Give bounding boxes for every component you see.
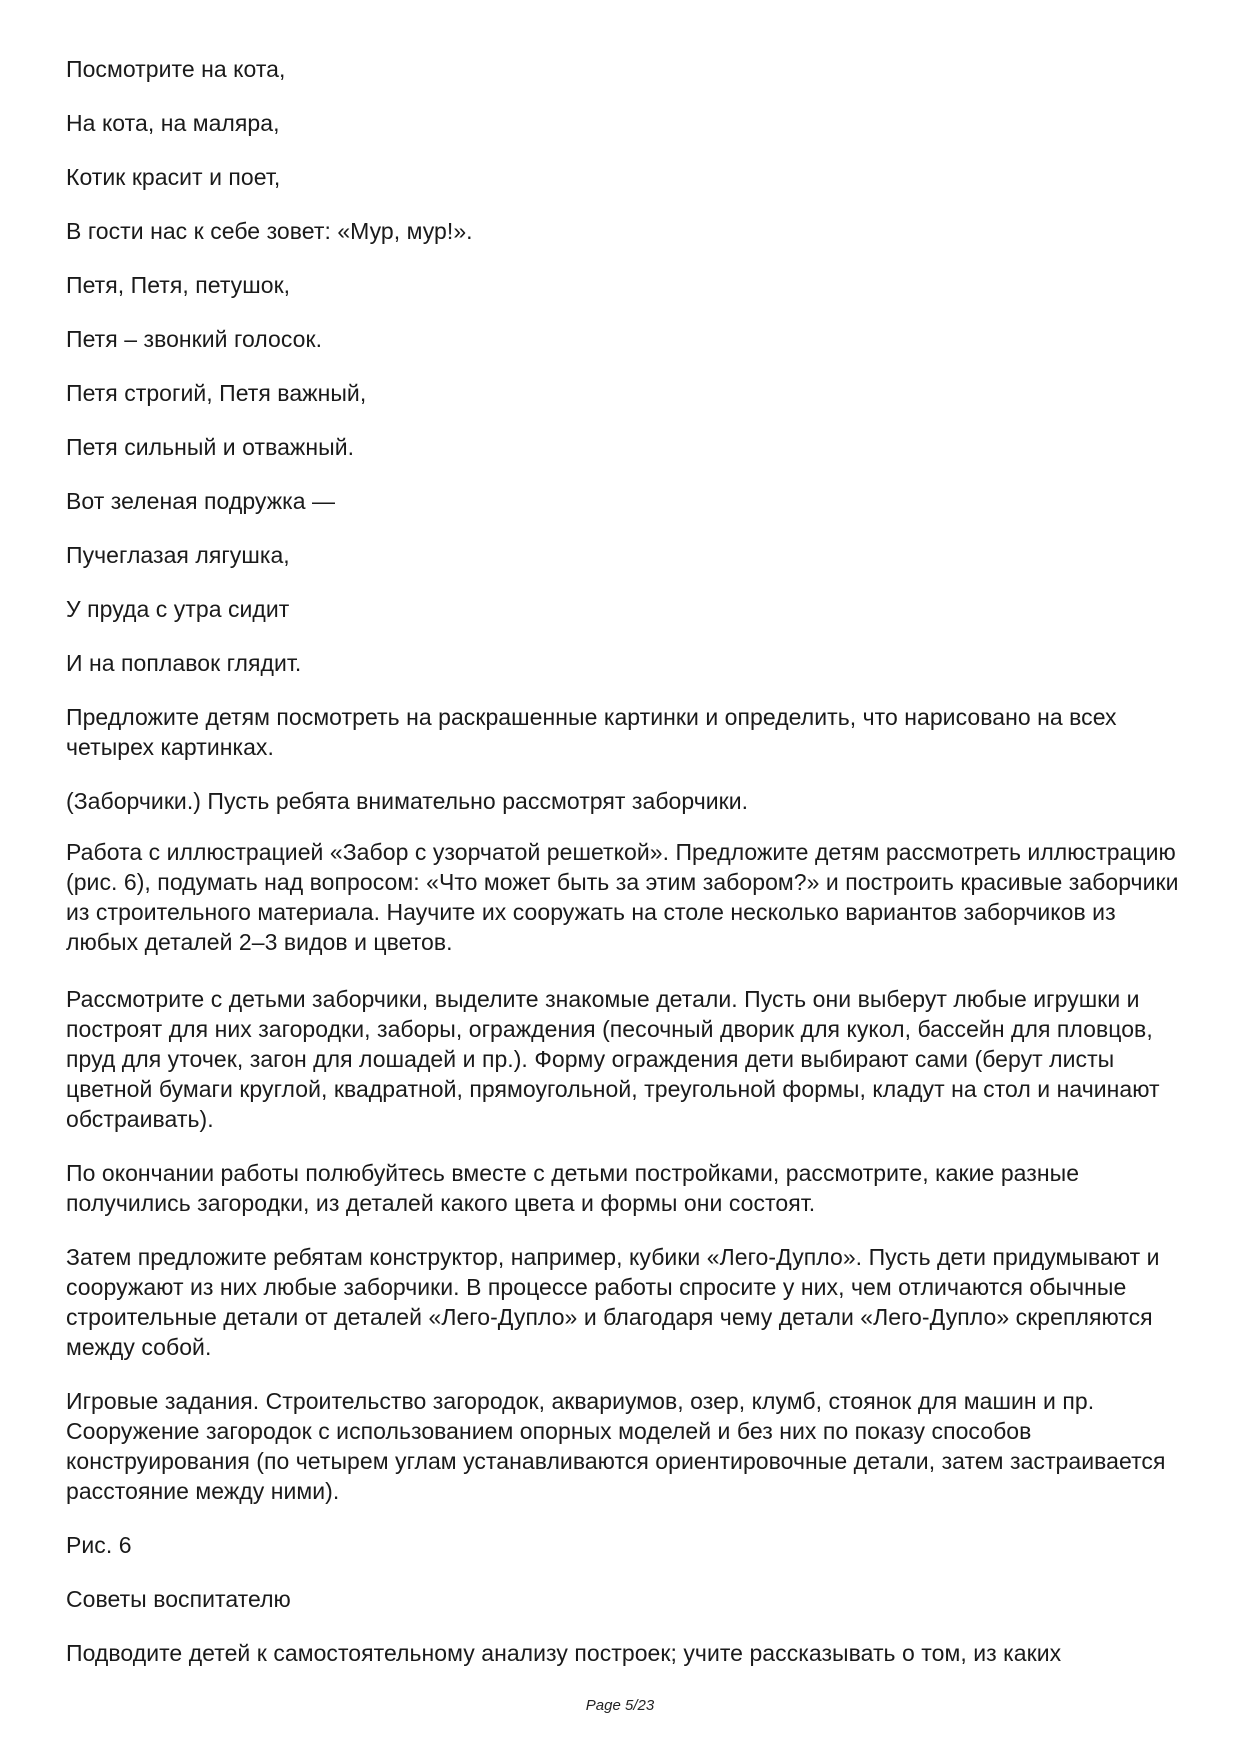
verse-line: Петя сильный и отважный. [66,434,355,460]
page-body [66,54,1186,1692]
paragraph-game-tasks: Игровые задания. Строительство загородок, аквариумов, озер, клумб, стоянок для машин и пр. Сооружение загородок с использованием опорных моделей и без них по показу способов конструирования (по четырем углам устанавливаются ориентировочные детали, затем застраивается расстояние между ними). [66,1388,1166,1504]
section-heading: Советы воспитателю [66,1586,291,1612]
paragraph-illustration-work: Работа с иллюстрацией «Забор с узорчатой решеткой». Предложите детям рассмотреть иллюстрацию (рис. 6), подумать над вопросом: «Что может быть за этим забором?» и построить красивые заборчики из строительного материала. Научите их сооружать на столе несколько вариантов заборчиков из любых деталей 2–3 видов и цветов. [66,839,1179,955]
paragraph-advice: Подводите детей к самостоятельному анализу построек; учите рассказывать о том, из каких [66,1640,1062,1666]
paragraph-fences: (Заборчики.) Пусть ребята внимательно рассмотрят заборчики. [66,788,749,814]
verse-line: Вот зеленая подружка — [66,488,336,514]
paragraph-after-work: По окончании работы полюбуйтесь вместе с детьми постройками, рассмотрите, какие разные получились загородки, из деталей какого цвета и формы они состоят. [66,1160,1080,1216]
paragraph-examine-fences: Рассмотрите с детьми заборчики, выделите знакомые детали. Пусть они выберут любые игрушки и построят для них загородки, заборы, ограждения (песочный дворик для кукол, бассейн для пловцов, пруд для уточек, загон для лошадей и пр.). Форму ограждения дети выбирают сами (берут листы цветной бумаги круглой, квадратной, прямоугольной, треугольной формы, кладут на стол и начинают обстраивать). [66,986,1160,1132]
figure-caption: Рис. 6 [66,1532,132,1558]
verse-line: На кота, на маляра, [66,110,280,136]
page-number: Page 5/23 [585,1697,655,1714]
verse-line: Петя, Петя, петушок, [66,272,291,298]
verse-line: И на поплавок глядит. [66,650,302,676]
paragraph-instructions: Предложите детям посмотреть на раскрашенные картинки и определить, что нарисовано на всех четырех картинках. [66,704,1117,760]
verse-line: Пучеглазая лягушка, [66,542,290,568]
verse-line: Посмотрите на кота, [66,56,286,82]
verse-line: Котик красит и поет, [66,164,281,190]
paragraph-lego-duplo: Затем предложите ребятам конструктор, например, кубики «Лего-Дупло». Пусть дети придумывают и сооружают из них любые заборчики. В процессе работы спросите у них, чем отличаются обычные строительные детали от деталей «Лего-Дупло» и благодаря чему детали «Лего-Дупло» скрепляются между собой. [66,1244,1160,1360]
verse-line: В гости нас к себе зовет: «Мур, мур!». [66,218,473,244]
verse-line: Петя строгий, Петя важный, [66,380,367,406]
verse-line: У пруда с утра сидит [66,596,290,622]
verse-line: Петя – звонкий голосок. [66,326,323,352]
